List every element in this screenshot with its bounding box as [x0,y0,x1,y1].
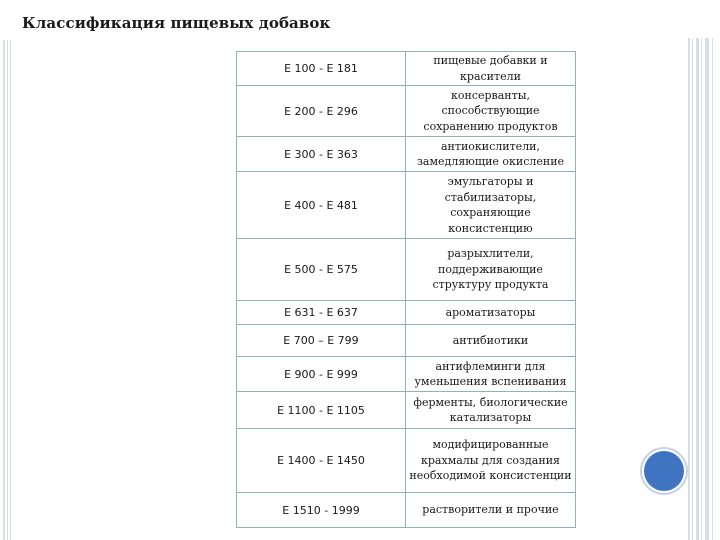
additives-table [236,51,576,528]
description-cell: эмульгаторы и стабилизаторы, сохраняющие консистенцию [444,175,537,235]
table-row [236,357,576,392]
table-row [236,51,576,86]
table-row [236,239,576,301]
description-cell: ферменты, биологические катализаторы [413,395,568,424]
table-row [236,301,576,325]
code-cell: E 631 - E 637 [237,301,406,324]
description-cell: пищевые добавки и красители [433,54,548,83]
description-cell: антифлеминги для уменьшения вспенивания [414,359,567,388]
code-cell: E 700 – E 799 [237,325,406,356]
code-cell: E 1400 - E 1450 [237,429,406,492]
right-decorative-bars [684,38,720,540]
table-row [236,172,576,239]
table-row [236,392,576,429]
code-cell: E 1510 - 1999 [237,493,406,527]
table-row [236,325,576,357]
code-cell: E 400 - E 481 [237,172,406,238]
description-cell: консерванты, способствующие сохранению продуктов [423,88,558,133]
table-row [236,86,576,137]
description-cell: антиокислители, замедляющие окисление [416,139,565,168]
code-cell: E 300 - E 363 [237,137,406,171]
description-cell: ароматизаторы [445,305,536,319]
code-cell: E 900 - E 999 [237,357,406,391]
slide-title: Классификация пищевых добавок [22,14,331,32]
code-cell: E 100 - E 181 [237,52,406,85]
description-cell: разрыхлители, поддерживающие структуру продукта [432,247,549,292]
table-row [236,137,576,172]
table-row [236,493,576,528]
left-decorative-bars [0,40,22,540]
description-cell: модифицированные крахмалы для создания необходимой консистенции [409,438,572,483]
description-cell: растворители и прочие [422,503,559,517]
code-cell: E 1100 - E 1105 [237,392,406,428]
table-row [236,429,576,493]
description-cell: антибиотики [452,333,529,347]
code-cell: E 500 - E 575 [237,239,406,300]
decorative-circle [644,451,684,491]
code-cell: E 200 - E 296 [237,86,406,136]
